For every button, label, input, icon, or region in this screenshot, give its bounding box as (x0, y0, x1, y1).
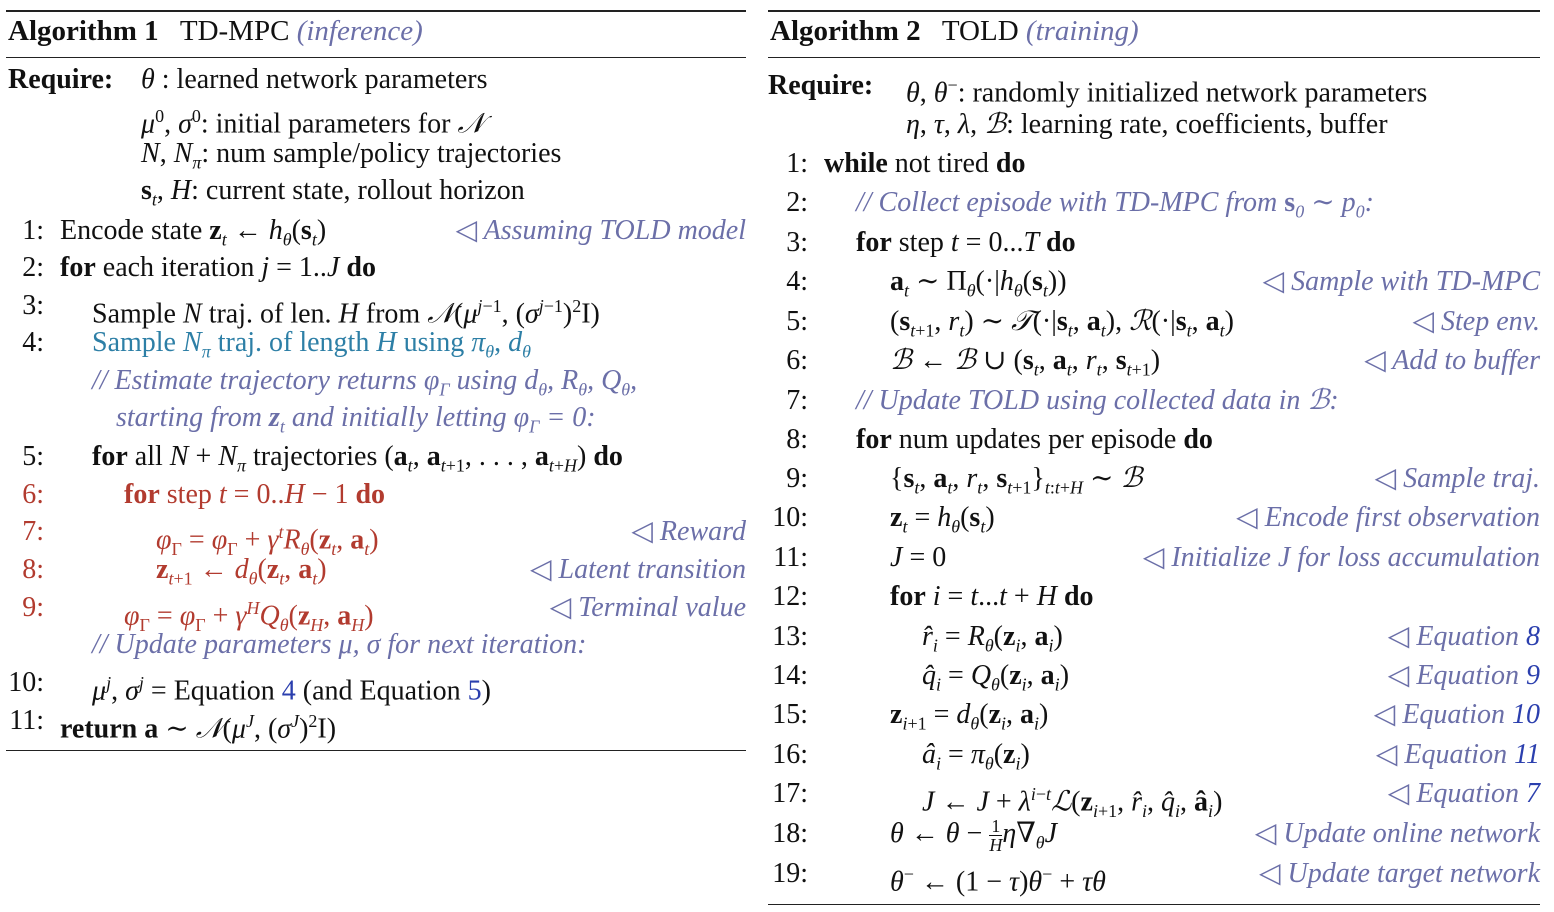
title-prefix: Algorithm 1 (8, 15, 159, 47)
top-rule (768, 10, 1540, 12)
line-comment: ◁ Equation 11 (1375, 739, 1540, 770)
line-comment: ◁ Initialize J for loss accumulation (1142, 542, 1540, 573)
bottom-rule (768, 904, 1540, 905)
top-rule (6, 10, 746, 12)
require-item: N, $N_\pi$: num sample/policy trajectories (141, 138, 562, 173)
line-comment: ◁ Add to buffer (1364, 345, 1540, 376)
require-label: Require: (8, 64, 114, 95)
title-name: TOLD (941, 15, 1019, 47)
title-subtitle: (training) (1025, 15, 1139, 47)
line-comment: ◁ Assuming TOLD model (455, 215, 746, 246)
title-rule (768, 57, 1540, 58)
line-comment: ◁ Equation 8 (1387, 621, 1540, 652)
line-comment: ◁ Sample traj. (1374, 463, 1540, 494)
require-item: θ : learned network parameters (141, 64, 488, 95)
line-comment: ◁ Equation 10 (1373, 699, 1540, 730)
line-comment: ◁ Equation 9 (1387, 660, 1540, 691)
require-item: $\mu^0$, $\sigma^0$: initial parameters for 𝒩 (141, 106, 485, 140)
bottom-rule (6, 750, 746, 751)
line-comment: ◁ Terminal value (549, 592, 746, 623)
line-comment: ◁ Equation 7 (1387, 778, 1540, 809)
line-comment: ◁ Update target network (1258, 858, 1540, 889)
line-comment: ◁ Reward (631, 516, 746, 547)
require-item: θ, θ−: randomly initialized network parameters (906, 75, 1428, 109)
title-prefix: Algorithm 2 (770, 15, 921, 47)
title-subtitle: (inference) (296, 15, 423, 47)
title-rule (6, 57, 746, 58)
algorithm-1-title (8, 13, 423, 49)
line-comment: ◁ Sample with TD-MPC (1262, 266, 1540, 297)
line-comment: ◁ Latent transition (529, 554, 746, 585)
line-comment: ◁ Encode first observation (1236, 502, 1540, 533)
require-item: $s_t$, H: current state, rollout horizon (141, 175, 525, 210)
line-comment: ◁ Step env. (1412, 306, 1540, 337)
algorithm-2-title (770, 13, 1139, 49)
require-item: η, τ, λ, ℬ: learning rate, coefficients, buffer (906, 109, 1388, 140)
title-name: TD-MPC (179, 15, 290, 47)
require-label: Require: (768, 70, 874, 101)
line-comment: ◁ Update online network (1254, 818, 1540, 849)
